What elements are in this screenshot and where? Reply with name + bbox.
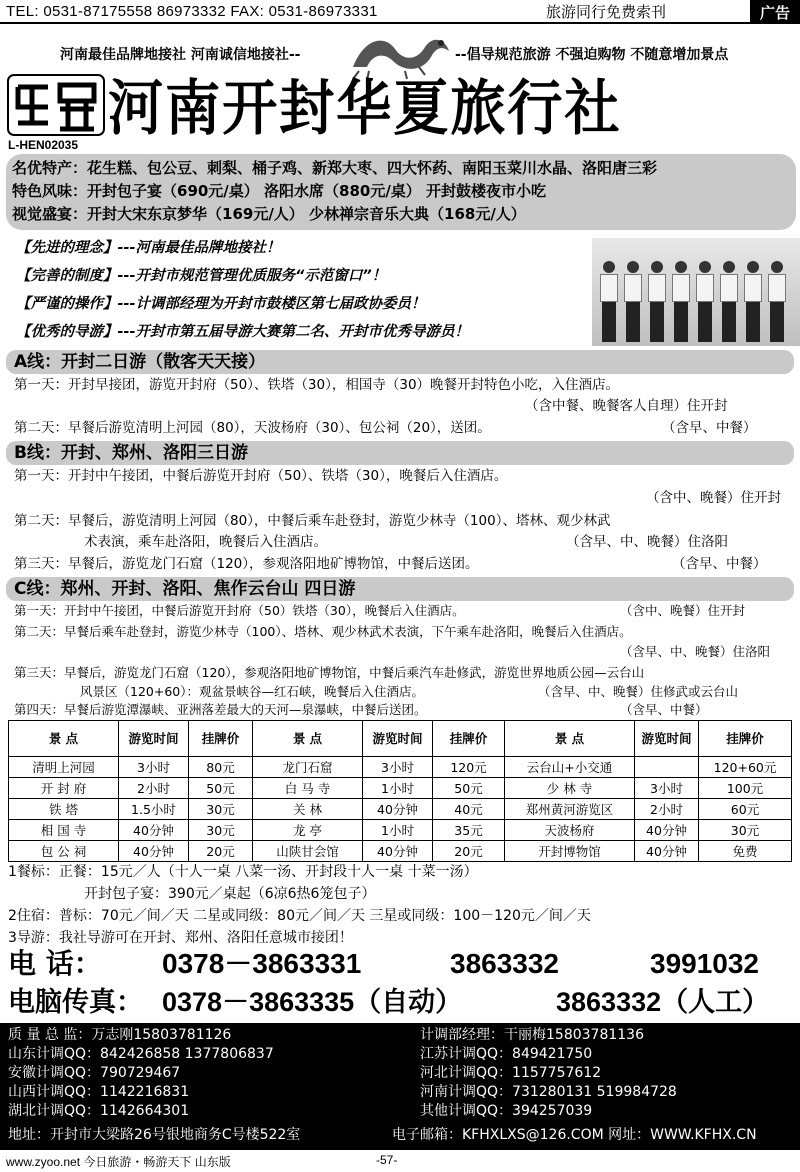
baozi-banquet-info: 开封包子宴：390元／桌起（6凉6热6笼包子） [84, 886, 376, 902]
slogan-right: --倡导规范旅游 不强迫购物 不随意增加景点 [455, 47, 729, 63]
route-b-day1: 第一天：开封中午接团，中餐后游览开封府（50）、铁塔（30），晚餐后入住酒店。 [14, 468, 508, 484]
route-c-day2: 第二天：早餐后乘车赴登封，游览少林寺（100）、塔林、观少林武术表演，下午乘车赴洛阳，晚餐后入住酒店。 [14, 624, 632, 639]
route-b-day1-meals: （含中、晚餐）住开封 [646, 490, 781, 506]
route-c-day3-cont: 风景区（120+60）：观盆景峡谷—红石峡，晚餐后入住酒店。 [80, 684, 424, 699]
route-b-day3-meals: （含早、中餐） [672, 556, 767, 572]
route-a-day1-meals: （含中餐、晚餐客人自理）住开封 [525, 398, 728, 414]
route-b-day2: 第二天：早餐后，游览清明上河园（80），中餐后乘车赴登封，游览少林寺（100）、塔林、观少林武 [14, 513, 611, 529]
route-b-day3: 第三天：早餐后，游览龙门石窟（120），参观洛阳地矿博物馆，中餐后送团。 [14, 556, 479, 572]
route-c-day2-meals: （含早、中、晚餐）住洛阳 [620, 644, 771, 659]
idea-row: 【优秀的导游】---开封市第五届导游大赛第二名、开封市优秀导游员！ [16, 324, 470, 340]
table-row: 包 公 祠 40分钟 20元 山陕甘会馆 40分钟 20元 开封博物馆 40分钟 免费 [9, 841, 792, 862]
fax-row [8, 984, 770, 1021]
phone-row [8, 946, 760, 982]
fax-number-manual: 3863332（人工） [556, 987, 770, 1017]
footer-site: www.zyoo.net 今日旅游・畅游天下 山东版 [6, 1155, 231, 1169]
guide-info: 3导游：我社导游可在开封、郑州、洛阳任意城市接团！ [8, 930, 353, 946]
specialty-shows: 视觉盛宴：开封大宋东京梦华（169元/人） 少林禅宗音乐大典（168元/人） [12, 205, 526, 223]
contact-qq-jiangsu: 江苏计调QQ：849421750 [420, 1046, 593, 1062]
contact-qq-hebei: 河北计调QQ：1157757612 [420, 1065, 602, 1081]
route-c-day1: 第一天：开封中午接团，中餐后游览开封府（50）铁塔（30），晚餐后入住酒店。 [14, 603, 465, 618]
tour-guides-photo [592, 238, 800, 346]
specialty-panel [6, 154, 796, 230]
ops-manager: 计调部经理：干丽梅15803781136 [420, 1027, 644, 1043]
fax-label: 电脑传真： [8, 987, 143, 1018]
idea-row: 【先进的理念】---河南最佳品牌地接社！ [16, 240, 281, 256]
fax-number-auto: 0378－3863335（自动） [162, 987, 463, 1017]
route-a-day2: 第二天：早餐后游览清明上河园（80），天波杨府（30）、包公祠（20），送团。 [14, 420, 491, 436]
phone-label: 电 话： [8, 947, 102, 980]
route-a-title: A线：开封二日游（散客天天接） [6, 350, 794, 374]
company-address: 地址：开封市大梁路26号银地商务C号楼522室 [8, 1127, 301, 1143]
license-number: L-HEN02035 [8, 138, 79, 152]
route-c-day3: 第三天：早餐后，游览龙门石窟（120），参观洛阳地矿博物馆，中餐后乘汽车赴修武，游览世界地质公园—云台山 [14, 665, 645, 680]
route-c-day4-meals: （含早、中餐） [620, 702, 708, 717]
page-number: -57- [376, 1153, 398, 1167]
route-c-day3-meals: （含早、中、晚餐）住修武或云台山 [538, 684, 739, 699]
email-website: 电子邮箱：KFHXLXS@126.COM 网址：WWW.KFHX.CN [392, 1127, 757, 1143]
contact-qq-hubei: 湖北计调QQ：1142664301 [8, 1103, 190, 1119]
phone-number-2: 3863332 [450, 948, 560, 979]
specialty-flavors: 特色风味：开封包子宴（690元/桌） 洛阳水席（880元/桌） 开封鼓楼夜市小吃 [12, 182, 547, 200]
table-row: 开 封 府 2小时 50元 白 马 寺 1小时 50元 少 林 寺 3小时 100元 [9, 778, 792, 799]
route-c-day4: 第四天：早餐后游览潭瀑峡、亚洲落差最大的天河—泉瀑峡，中餐后送团。 [14, 702, 427, 717]
specialty-products: 名优特产：花生糕、包公豆、刺梨、桶子鸡、新郑大枣、四大怀药、南阳玉菜川水晶、洛阳唐三彩 [12, 159, 658, 177]
quality-director: 质 量 总 监：万志刚15803781126 [8, 1027, 232, 1043]
header-free-index: 旅游同行免费索刊 [546, 3, 667, 21]
brand-title: 河南开封华夏旅行社 [108, 74, 622, 144]
hotel-info: 2住宿：普标：70元／间／天 二星或同级：80元／间／天 三星或同级：100－120元／间／天 [8, 908, 591, 924]
header-tel-fax: TEL: 0531-87175558 86973332 FAX: 0531-86973331 [6, 2, 378, 20]
route-b-title: B线：开封、郑州、洛阳三日游 [6, 441, 794, 465]
route-b-day2-meals: （含早、中、晚餐）住洛阳 [566, 534, 728, 550]
route-a-day2-meals: （含早、中餐） [662, 420, 757, 436]
contact-panel [0, 1023, 800, 1150]
table-row: 相 国 寺 40分钟 30元 龙 亭 1小时 35元 天波杨府 40分钟 30元 [9, 820, 792, 841]
route-a-day1: 第一天：开封早接团，游览开封府（50）、铁塔（30），相国寺（30）晚餐开封特色小吃，入住酒店。 [14, 377, 620, 393]
contact-qq-shandong: 山东计调QQ：842426858 1377806837 [8, 1046, 274, 1062]
contact-qq-anhui: 安徽计调QQ：790729467 [8, 1065, 181, 1081]
top-bar [0, 0, 800, 24]
slogan-left: 河南最佳品牌地接社 河南诚信地接社-- [60, 47, 301, 63]
ad-badge: 广告 [750, 0, 800, 24]
meal-info: 1餐标：正餐：15元／人（十人一桌 八菜一汤、开封段十人一桌 十菜一汤） [8, 864, 478, 880]
idea-row: 【完善的制度】---开封市规范管理优质服务“示范窗口”！ [16, 268, 387, 284]
route-b-day2-cont: 术表演，乘车赴洛阳，晚餐后入住酒店。 [84, 534, 327, 550]
idea-row: 【严谨的操作】---计调部经理为开封市鼓楼区第七届政协委员！ [16, 296, 426, 312]
attractions-table [8, 720, 792, 862]
contact-qq-shanxi: 山西计调QQ：1142216831 [8, 1084, 190, 1100]
table-row: 铁 塔 1.5小时 30元 关 林 40分钟 40元 郑州黄河游览区 2小时 60元 [9, 799, 792, 820]
phone-number-1: 0378－3863331 [162, 948, 362, 979]
contact-qq-other: 其他计调QQ：394257039 [420, 1103, 593, 1119]
contact-qq-henan: 河南计调QQ：731280131 519984728 [420, 1084, 677, 1100]
table-row: 清明上河园 3小时 80元 龙门石窟 3小时 120元 云台山+小交通 120+60元 [9, 757, 792, 778]
route-c-title: C线：郑州、开封、洛阳、焦作云台山 四日游 [6, 577, 794, 601]
phone-number-3: 3991032 [650, 948, 760, 979]
page-footer [0, 1153, 800, 1172]
route-c-day1-meals: （含中、晚餐）住开封 [620, 603, 746, 618]
table-header-row: 景 点 游览时间 挂牌价 景 点 游览时间 挂牌价 景 点 游览时间 挂牌价 [9, 721, 792, 757]
company-logo-icon [6, 73, 106, 137]
